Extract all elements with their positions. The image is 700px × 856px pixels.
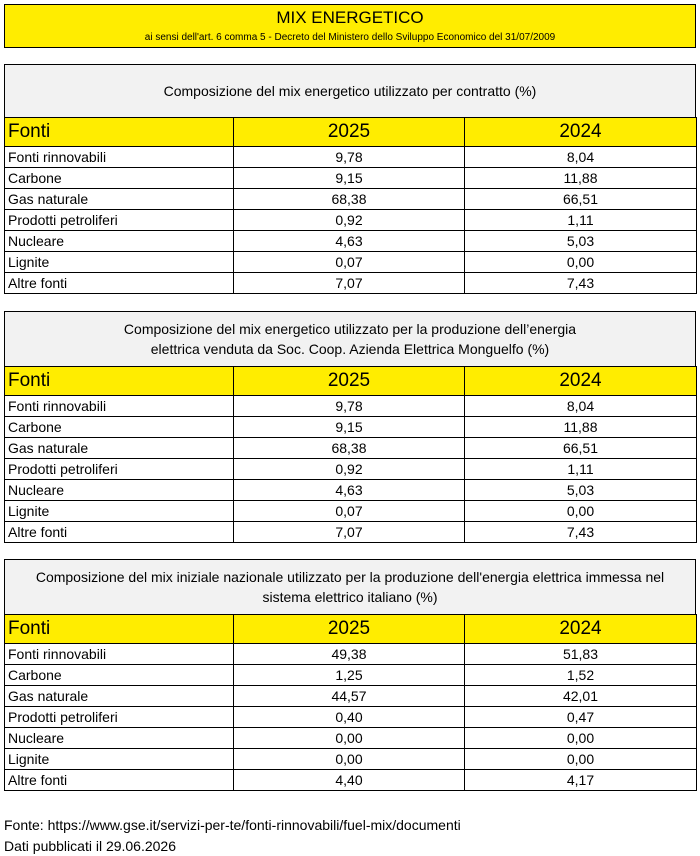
source-name: Altre fonti	[5, 770, 234, 791]
source-name: Lignite	[5, 749, 234, 770]
source-name: Lignite	[5, 252, 234, 273]
source-name: Carbone	[5, 665, 234, 686]
table-row	[5, 147, 697, 168]
caption-line: Composizione del mix iniziale nazionale utilizzato per la produzione dell'energia elettrica immessa nel	[35, 569, 665, 585]
value-2025: 4,63	[234, 231, 465, 252]
value-2024: 5,03	[465, 231, 697, 252]
table-row	[5, 396, 697, 417]
column-header-2024: 2024	[465, 615, 697, 644]
value-2025: 0,00	[234, 728, 465, 749]
caption-line: Composizione del mix energetico utilizzato per contratto (%)	[163, 83, 537, 99]
table-row	[5, 665, 697, 686]
value-2024: 42,01	[465, 686, 697, 707]
value-2024: 8,04	[465, 396, 697, 417]
table-row	[5, 501, 697, 522]
value-2024: 0,00	[465, 728, 697, 749]
value-2025: 4,63	[234, 480, 465, 501]
value-2024: 0,47	[465, 707, 697, 728]
table-row	[5, 522, 697, 543]
value-2024: 66,51	[465, 438, 697, 459]
table-caption	[4, 311, 696, 367]
source-name: Gas naturale	[5, 189, 234, 210]
table-row	[5, 686, 697, 707]
value-2025: 68,38	[234, 189, 465, 210]
table-row	[5, 749, 697, 770]
value-2025: 9,15	[234, 417, 465, 438]
column-header-2024: 2024	[465, 118, 697, 147]
table-row	[5, 644, 697, 665]
caption-line: elettrica venduta da Soc. Coop. Azienda Elettrica Monguelfo (%)	[150, 341, 550, 357]
table-row	[5, 459, 697, 480]
column-header-2024: 2024	[465, 367, 697, 396]
page-title: MIX ENERGETICO	[276, 8, 424, 27]
table-row	[5, 480, 697, 501]
header-banner	[4, 4, 696, 48]
source-name: Nucleare	[5, 728, 234, 749]
data-table	[4, 614, 697, 791]
source-note: Fonte: https://www.gse.it/servizi-per-te/fonti-rinnovabili/fuel-mix/documenti	[4, 817, 461, 833]
data-table	[4, 117, 697, 294]
table-row	[5, 417, 697, 438]
value-2025: 1,25	[234, 665, 465, 686]
value-2024: 0,00	[465, 501, 697, 522]
source-name: Altre fonti	[5, 273, 234, 294]
value-2025: 9,15	[234, 168, 465, 189]
source-name: Nucleare	[5, 480, 234, 501]
column-header-fonti: Fonti	[5, 118, 234, 147]
source-name: Fonti rinnovabili	[5, 644, 234, 665]
value-2025: 0,92	[234, 210, 465, 231]
source-name: Gas naturale	[5, 438, 234, 459]
value-2024: 7,43	[465, 273, 697, 294]
value-2024: 0,00	[465, 749, 697, 770]
table-row	[5, 252, 697, 273]
source-name: Fonti rinnovabili	[5, 147, 234, 168]
table-row	[5, 728, 697, 749]
value-2024: 0,00	[465, 252, 697, 273]
table-row	[5, 168, 697, 189]
source-name: Lignite	[5, 501, 234, 522]
table-row	[5, 210, 697, 231]
table-caption	[4, 64, 696, 118]
value-2025: 4,40	[234, 770, 465, 791]
column-header-2025: 2025	[234, 615, 465, 644]
value-2024: 8,04	[465, 147, 697, 168]
source-name: Altre fonti	[5, 522, 234, 543]
value-2024: 5,03	[465, 480, 697, 501]
source-name: Fonti rinnovabili	[5, 396, 234, 417]
value-2024: 11,88	[465, 168, 697, 189]
table-row	[5, 770, 697, 791]
table-row	[5, 273, 697, 294]
source-name: Carbone	[5, 417, 234, 438]
column-header-2025: 2025	[234, 367, 465, 396]
value-2025: 7,07	[234, 273, 465, 294]
value-2024: 1,11	[465, 210, 697, 231]
table-row	[5, 707, 697, 728]
table-header-row	[5, 118, 697, 147]
page-subtitle: ai sensi dell'art. 6 comma 5 - Decreto del Ministero dello Sviluppo Economico del 31/07/2009	[144, 32, 556, 43]
source-name: Prodotti petroliferi	[5, 459, 234, 480]
value-2025: 9,78	[234, 396, 465, 417]
table-row	[5, 438, 697, 459]
source-name: Nucleare	[5, 231, 234, 252]
value-2024: 4,17	[465, 770, 697, 791]
published-date: Dati pubblicati il 29.06.2026	[4, 838, 177, 854]
column-header-2025: 2025	[234, 118, 465, 147]
value-2024: 66,51	[465, 189, 697, 210]
table-row	[5, 189, 697, 210]
value-2024: 7,43	[465, 522, 697, 543]
caption-line: sistema elettrico italiano (%)	[262, 589, 438, 605]
column-header-fonti: Fonti	[5, 615, 234, 644]
value-2024: 1,11	[465, 459, 697, 480]
value-2025: 44,57	[234, 686, 465, 707]
mix-table-contract	[4, 64, 696, 294]
value-2024: 11,88	[465, 417, 697, 438]
value-2025: 0,92	[234, 459, 465, 480]
value-2025: 0,40	[234, 707, 465, 728]
value-2025: 68,38	[234, 438, 465, 459]
value-2025: 7,07	[234, 522, 465, 543]
data-table	[4, 366, 697, 543]
mix-table-national	[4, 559, 696, 791]
value-2025: 0,07	[234, 501, 465, 522]
source-name: Prodotti petroliferi	[5, 707, 234, 728]
column-header-fonti: Fonti	[5, 367, 234, 396]
table-header-row	[5, 615, 697, 644]
source-name: Carbone	[5, 168, 234, 189]
table-row	[5, 231, 697, 252]
caption-line: Composizione del mix energetico utilizzato per la produzione dell’energia	[123, 321, 577, 337]
source-name: Gas naturale	[5, 686, 234, 707]
value-2025: 0,07	[234, 252, 465, 273]
table-header-row	[5, 367, 697, 396]
source-name: Prodotti petroliferi	[5, 210, 234, 231]
mix-table-production	[4, 311, 696, 543]
table-caption	[4, 559, 696, 615]
value-2025: 49,38	[234, 644, 465, 665]
value-2024: 51,83	[465, 644, 697, 665]
value-2025: 0,00	[234, 749, 465, 770]
value-2024: 1,52	[465, 665, 697, 686]
value-2025: 9,78	[234, 147, 465, 168]
